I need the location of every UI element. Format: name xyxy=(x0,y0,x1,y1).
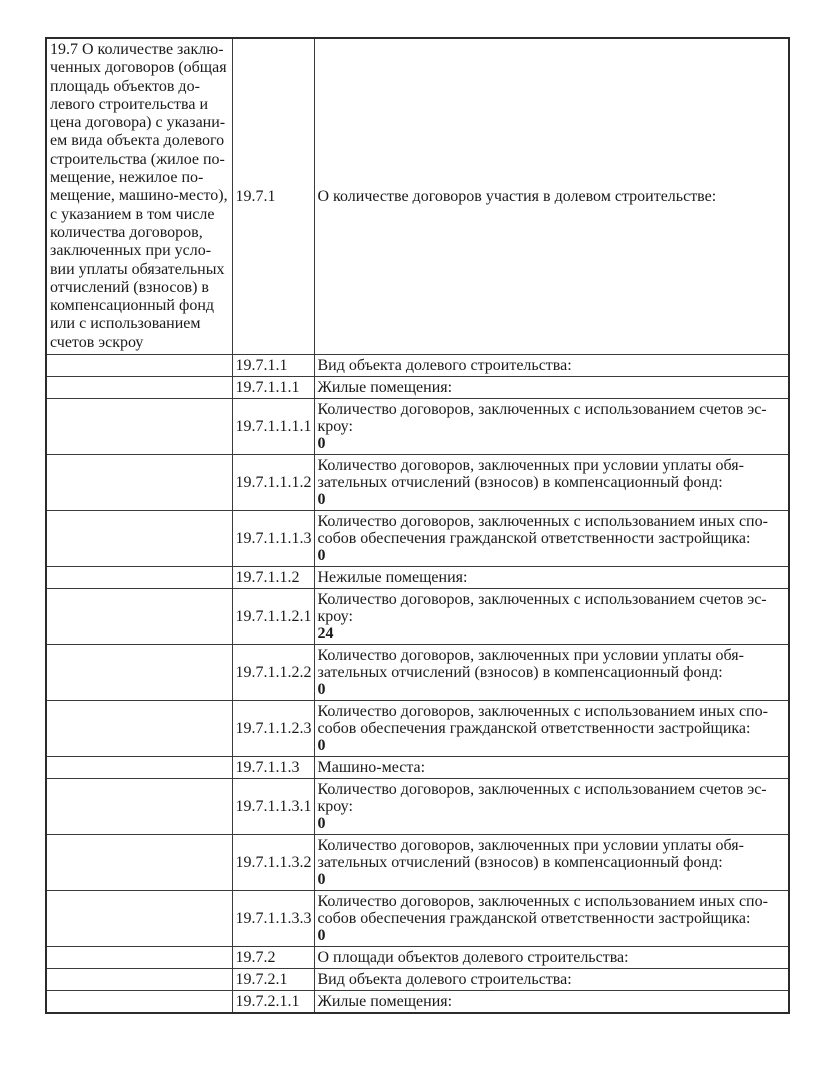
row-number-cell: 19.7.2.1 xyxy=(232,969,314,991)
row-value: 0 xyxy=(317,547,326,565)
text-line: с указанием в том числе xyxy=(50,205,215,223)
text-line: Машино-места: xyxy=(317,759,426,777)
text-line: собов обеспечения гражданской ответственности застройщика: xyxy=(317,910,751,928)
row-text-cell xyxy=(314,701,789,757)
row-spacer-cell xyxy=(46,455,232,511)
text-line: Количество договоров, заключенных при условии уплаты обя- xyxy=(317,647,744,665)
row-text-cell xyxy=(314,969,789,991)
text-line: цена договора) с указани- xyxy=(50,114,226,132)
row-text-cell xyxy=(314,455,789,511)
row-spacer-cell xyxy=(46,355,232,377)
text-line: площадь объектов до- xyxy=(50,77,200,95)
text-line: Жилые помещения: xyxy=(317,379,453,397)
row-spacer-cell xyxy=(46,891,232,947)
table-body xyxy=(46,38,789,1013)
text-line: количества договоров, xyxy=(50,223,203,241)
row-text-cell xyxy=(314,377,789,399)
table-row xyxy=(46,891,789,947)
row-number-cell: 19.7.1.1 xyxy=(232,355,314,377)
row-spacer-cell xyxy=(46,991,232,1014)
row-text-cell xyxy=(314,645,789,701)
table-row xyxy=(46,969,789,991)
table-row xyxy=(46,589,789,645)
row-text-cell xyxy=(314,991,789,1014)
table-row xyxy=(46,757,789,779)
text-line: Количество договоров, заключенных с использованием иных спо- xyxy=(317,513,768,531)
row-value: 0 xyxy=(317,737,326,755)
text-line: зательных отчислений (взносов) в компенсационный фонд: xyxy=(317,664,723,682)
text-line: Количество договоров, заключенных с использованием счетов эс- xyxy=(317,401,767,419)
text-line: ем вида объекта долевого xyxy=(50,132,225,150)
row-text-cell xyxy=(314,38,789,355)
text-line: строительства (жилое по- xyxy=(50,150,225,168)
row-value: 0 xyxy=(317,871,326,889)
row-spacer-cell xyxy=(46,969,232,991)
table-row xyxy=(46,701,789,757)
row-value: 24 xyxy=(317,625,334,643)
row-value: 0 xyxy=(317,435,326,453)
row-number-cell: 19.7.1.1.3 xyxy=(232,757,314,779)
row-number-cell: 19.7.1.1.2.2 xyxy=(232,645,314,701)
text-line: Жилые помещения: xyxy=(317,993,453,1011)
row-text-cell xyxy=(314,511,789,567)
row-number-cell: 19.7.1.1.1 xyxy=(232,377,314,399)
text-line: компенсационный фонд xyxy=(50,297,215,315)
text-line: Количество договоров, заключенных с использованием иных спо- xyxy=(317,893,768,911)
text-line: или с использованием xyxy=(50,315,201,333)
row-spacer-cell xyxy=(46,511,232,567)
text-line: заключенных при усло- xyxy=(50,242,212,260)
row-number-cell: 19.7.1.1.3.3 xyxy=(232,891,314,947)
text-line: кроу: xyxy=(317,418,353,436)
row-number-cell: 19.7.1 xyxy=(232,38,314,355)
text-line: собов обеспечения гражданской ответственности застройщика: xyxy=(317,720,751,738)
text-line: Количество договоров, заключенных при условии уплаты обя- xyxy=(317,457,744,475)
text-line: отчислений (взносов) в xyxy=(50,278,209,296)
text-line: ченных договоров (общая xyxy=(50,59,227,77)
row-spacer-cell xyxy=(46,567,232,589)
text-line: счетов эскроу xyxy=(50,333,144,351)
table-row xyxy=(46,567,789,589)
row-text-cell xyxy=(314,835,789,891)
row-number-cell: 19.7.1.1.1.3 xyxy=(232,511,314,567)
row-text-cell xyxy=(314,757,789,779)
text-line: мещение, машино-место), xyxy=(50,187,228,205)
text-line: Вид объекта долевого строительства: xyxy=(317,971,572,989)
row-spacer-cell xyxy=(46,399,232,455)
text-line: мещение, нежилое по- xyxy=(50,169,204,187)
row-text-cell xyxy=(314,589,789,645)
row-number-cell: 19.7.2.1.1 xyxy=(232,991,314,1014)
row-number-cell: 19.7.1.1.3.1 xyxy=(232,779,314,835)
text-line: кроу: xyxy=(317,798,353,816)
text-line: Нежилые помещения: xyxy=(317,569,468,587)
text-line: вии уплаты обязательных xyxy=(50,260,225,278)
text-line: О количестве договоров участия в долевом строительстве: xyxy=(317,188,717,206)
table-row xyxy=(46,645,789,701)
row-value: 0 xyxy=(317,927,326,945)
row-number-cell: 19.7.2 xyxy=(232,947,314,969)
row-spacer-cell xyxy=(46,589,232,645)
text-line: Количество договоров, заключенных с использованием иных спо- xyxy=(317,703,768,721)
table-row xyxy=(46,377,789,399)
row-number-cell: 19.7.1.1.2.1 xyxy=(232,589,314,645)
text-line: левого строительства и xyxy=(50,95,209,113)
row-text-cell xyxy=(314,567,789,589)
table-row xyxy=(46,991,789,1014)
row-text-cell xyxy=(314,399,789,455)
text-line: кроу: xyxy=(317,608,353,626)
table-row xyxy=(46,399,789,455)
table-row xyxy=(46,947,789,969)
table-row xyxy=(46,455,789,511)
row-number-cell: 19.7.1.1.2.3 xyxy=(232,701,314,757)
row-number-cell: 19.7.1.1.2 xyxy=(232,567,314,589)
row-text-cell xyxy=(314,779,789,835)
text-line: О площади объектов долевого строительства: xyxy=(317,949,629,967)
row-number-cell: 19.7.1.1.1.2 xyxy=(232,455,314,511)
row-spacer-cell xyxy=(46,701,232,757)
text-line: 19.7 О количестве заклю- xyxy=(50,41,224,58)
text-line: зательных отчислений (взносов) в компенсационный фонд: xyxy=(317,854,723,872)
text-line: Количество договоров, заключенных с использованием счетов эс- xyxy=(317,781,767,799)
table-row xyxy=(46,355,789,377)
row-spacer-cell xyxy=(46,645,232,701)
table-row xyxy=(46,779,789,835)
row-text-cell xyxy=(314,355,789,377)
row-spacer-cell xyxy=(46,757,232,779)
table-row xyxy=(46,835,789,891)
row-spacer-cell xyxy=(46,947,232,969)
row-value: 0 xyxy=(317,491,326,509)
row-text-cell xyxy=(314,947,789,969)
row-spacer-cell xyxy=(46,779,232,835)
row-value: 0 xyxy=(317,815,326,833)
text-line: зательных отчислений (взносов) в компенсационный фонд: xyxy=(317,474,723,492)
declaration-table xyxy=(45,37,790,1014)
row-value: 0 xyxy=(317,681,326,699)
text-line: Вид объекта долевого строительства: xyxy=(317,357,572,375)
row-spacer-cell xyxy=(46,835,232,891)
text-line: Количество договоров, заключенных при условии уплаты обя- xyxy=(317,837,744,855)
row-spacer-cell xyxy=(46,377,232,399)
table-row xyxy=(46,38,789,355)
row-number-cell: 19.7.1.1.1.1 xyxy=(232,399,314,455)
text-line: собов обеспечения гражданской ответственности застройщика: xyxy=(317,530,751,548)
section-19-7-description-cell xyxy=(46,38,232,355)
row-number-cell: 19.7.1.1.3.2 xyxy=(232,835,314,891)
table-row xyxy=(46,511,789,567)
text-line: Количество договоров, заключенных с использованием счетов эс- xyxy=(317,591,767,609)
row-text-cell xyxy=(314,891,789,947)
